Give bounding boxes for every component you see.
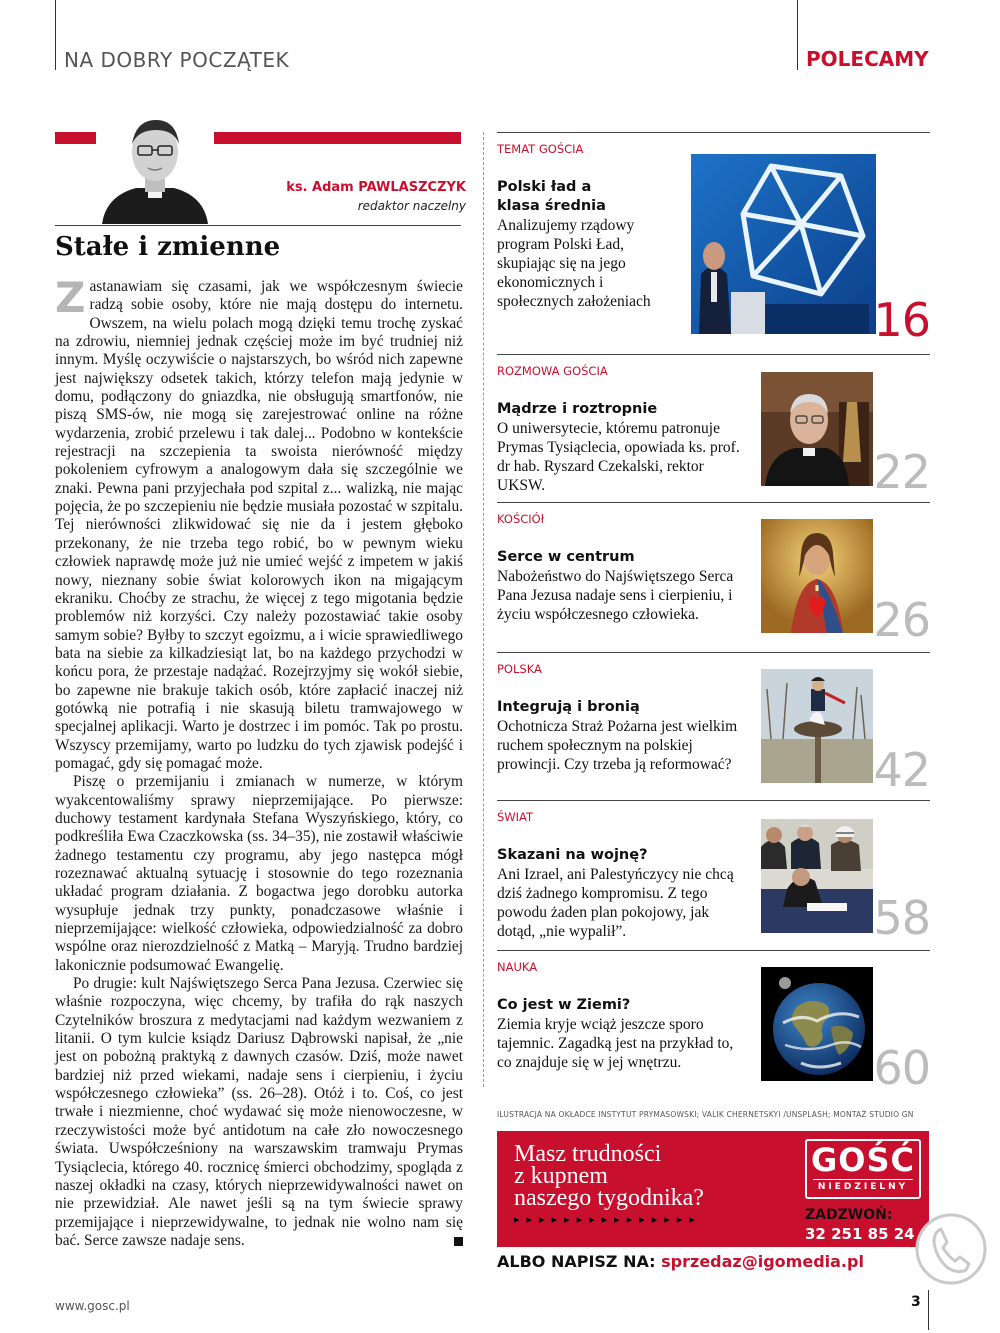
section-label: NA DOBRY POCZĄTEK (64, 48, 290, 72)
call-label: ZADZWOŃ: (805, 1207, 893, 1223)
author-name: ks. Adam PAWLASZCZYK (286, 180, 466, 195)
toc-page-number: 42 (873, 743, 930, 797)
earth-globe-image (761, 967, 873, 1081)
toc-headline: Integrują i bronią (497, 699, 640, 715)
toc-headline: Mądrze i roztropnie (497, 401, 658, 417)
sacred-heart-image (761, 519, 873, 633)
drop-cap: Z (55, 273, 86, 322)
toc-category: KOŚCIÓł (497, 512, 545, 526)
header-rule-left (55, 0, 56, 70)
photo-credits: ILUSTRACJA NA OKŁADCE INSTYTUT PRYMASOWSKI; VALIK CHERNETSKYI /UNSPLASH; MONTAŻ STUDIO GN (497, 1110, 914, 1119)
toc-page-number: 58 (873, 891, 930, 945)
toc-description: O uniwersytecie, któremu patronuje Prymas Tysiąclecia, opowiada ks. prof. dr hab. Ryszard Czekalski, rektor UKSW. (497, 420, 740, 494)
table-of-contents (497, 132, 930, 1095)
ad-email-line: ALBO NAPISZ NA: sprzedaz@igomedia.pl (497, 1252, 864, 1271)
toc-description: Analizujemy rządowy program Polski Ład, skupiając się na jego ekonomicznych i społecznych założeniach (497, 217, 651, 310)
toc-category: NAUKA (497, 960, 538, 974)
end-of-article-mark (454, 1237, 463, 1246)
gosc-niedzielny-logo: GOŚĆ NIEDZIELNY (805, 1139, 921, 1199)
subscription-ad[interactable] (497, 1131, 929, 1247)
toc-item[interactable] (497, 652, 930, 800)
header-rule-right (797, 0, 798, 70)
toc-page-number: 60 (873, 1041, 930, 1095)
phone-handset-icon (914, 1212, 988, 1286)
footer-website-link[interactable]: www.gosc.pl (55, 1299, 130, 1313)
ad-phone-number[interactable]: 32 251 85 24 (805, 1225, 915, 1243)
toc-page-number: 26 (873, 593, 930, 647)
toc-headline: Serce w centrum (497, 549, 635, 565)
article-paragraph-2: Piszę o przemijaniu i zmianach w numerze, w którym wyakcentowaliśmy sprawy nieprzemijające. Po pierwsze: duchowy testament kardynała Stefana Wyszyńskiego, który, co podkreśliła Ewa Czaczkowska (ss. 34–35), nie zostawił właściwie żadnego testamentu czy programu, aby jego następca mógł rozeznawać aktualną sytuację i stosownie do tego rozeznania układać program działania. Z bogactwa jego dorobku autorka wysupłuje jednak trzy punkty, ponadczasowe właśnie i nieprzemijające: wielkość człowieka, odpowiedzialność za dobro wspólne oraz nierozdzielność z Matką – Maryją. Trudno bardziej lakonicznie podsumować Ewangelię. (55, 773, 463, 974)
recommend-label: POLECAMY (806, 47, 929, 71)
toc-item[interactable] (497, 132, 930, 354)
article-paragraph-3: Po drugie: kult Najświętszego Serca Pana Jezusa. Czerwiec się właśnie rozpoczyna, więc chcemy, by trafiła do rąk naszych Czytelników broszura z medytacjami nad każdym wezwaniem z litanii. O tym kulcie ksiądz Dariusz Dąbrowski napisał, że „nie jest on pobożną praktyką z dawnych czasów. Dziś, może nawet bardziej niż przed wiekami, nadaje sens i cierpieniu, i życiu współczesnego człowieka” (ss. 26–28). Otóż i to. Coś, co jest trwałe i niezmienne, choć wydawać się może nienowoczesne, w rzeczywistości może być antidotum na całe zło nowoczesnego świata. Uwspółcześniony na warszawskim tramwaju Prymas Tysiąclecia, którego 40. rocznicę śmierci obchodzimy, spogląda z naszej okładki na czasy, których nieprzewidywalności nawet on nie przewidział. Ale nawet jeśli są na tym świecie sprawy przemijające i nieprzewidywalne, to jednak nie wolno nam się bać. Serce zawsze nadaje sens. (55, 975, 463, 1249)
toc-description: Ziemia kryje wciąż jeszcze sporo tajemnic. Zagadką jest na przykład to, co znajduje się w jej wnętrzu. (497, 1016, 734, 1071)
title-rule (55, 225, 461, 226)
peace-signing-image (761, 819, 873, 933)
toc-headline: Polski ład a klasa średnia (497, 179, 606, 214)
toc-page-number: 16 (873, 293, 930, 347)
ad-headline: Masz trudności z kupnem naszego tygodnika? (514, 1141, 704, 1211)
toc-description: Ochotnicza Straż Pożarna jest wielkim ruchem społecznym na polskiej prowincji. Czy trzeba ją reformować? (497, 718, 738, 773)
toc-category: POLSKA (497, 662, 542, 676)
priest-portrait-image (761, 372, 873, 486)
toc-item[interactable] (497, 800, 930, 950)
toc-category: ŚWIAT (497, 810, 534, 824)
toc-description: Ani Izrael, ani Palestyńczycy nie chcą dziś żadnego kompromisu. Z tego powodu żaden plan pokojowy, jak dotąd, „nie wypalił”. (497, 866, 734, 940)
footer-page-number: 3 (911, 1294, 921, 1310)
author-portrait (96, 104, 214, 224)
article-body (55, 273, 463, 1250)
article-title: Stałe i zmienne (55, 232, 281, 262)
author-role: redaktor naczelny (357, 199, 466, 213)
toc-category: TEMAT GOŚCIA (497, 142, 584, 156)
arrow-row-icon: ▸▸▸▸▸▸▸▸▸▸▸▸▸▸▸ (514, 1213, 702, 1226)
toc-headline: Skazani na wojnę? (497, 847, 648, 863)
ad-email-link[interactable]: sprzedaz@igomedia.pl (661, 1252, 864, 1271)
article-paragraph-1: Zastanawiam się czasami, jak we współczesnym świecie radzą sobie osoby, które nie mają dostępu do internetu. Owszem, na wielu polach mogą dzięki temu trochę zyskać na zdrowiu, niemniej jednak częściej może im być trudniej niż innym. Myślę oczywiście o najstarszych, bo wśród nich zapewne jest największy odsetek takich, którzy telefon mają jedynie w domu, podłączony do gniazdka, nie obsługują smartfonów, nie piszą SMS-ów, nie mogą się zarejestrować online na różne wydarzenia, zrobić przelewu i tak dalej... Podobno w kontekście rejestracji na szczepienia ta swoista nierówność między pokoleniem cyfrowym a analogowym dała się szczególnie we znaki. Pewna pani przyjechała pod szpital z... walizką, nie mając pojęcia, że po szczepieniu nie będzie musiała pozostać w szpitalu. Tej nierówności zlikwidować się nie da i jestem głęboko przekonany, że nie trzeba tego robić, bo w pewnym wieku człowiek naprawdę może już nie umieć wejść z impetem w jakiś nowy, nieznany sobie świat kolorowych ikon na migającym ekraniku. Choćby ze strachu, że więcej z tego migotania będzie problemów niż korzyści. Czy należy pozostawiać takie osoby samym sobie? Byłby to szczyt egoizmu, a i wicie sprawiedliwego bata na siebie za kilkadziesiąt lat, bo na każdego przychodzi w końcu pora, że przestaje nadążać. Rozejrzyjmy się wokół siebie, bo zapewne nie brakuje takich osób, które zapłacić inaczej niż gotówką nie potrafią i nie skasują biletu tramwajowego w specjalnej aplikacji. Warto je dostrzec i im pomóc. Tak po prostu. Wszyscy przemijamy, warto po ludzku do tych zjawisk podejść i pomagać, gdy się pomagać może. (55, 273, 463, 772)
firefighter-stork-nest-image (761, 669, 873, 783)
toc-item[interactable] (497, 502, 930, 652)
toc-item[interactable] (497, 950, 930, 1095)
toc-category: ROZMOWA GOŚCIA (497, 364, 608, 378)
toc-headline: Co jest w Ziemi? (497, 997, 631, 1013)
politician-podium-image (691, 154, 876, 334)
column-divider (483, 132, 484, 1087)
toc-description: Nabożeństwo do Najświętszego Serca Pana Jezusa nadaje sens i cierpieniu, i życiu współczesnego człowieka. (497, 568, 734, 623)
toc-page-number: 22 (873, 445, 930, 499)
footer-rule (928, 1290, 929, 1330)
toc-item[interactable] (497, 354, 930, 502)
